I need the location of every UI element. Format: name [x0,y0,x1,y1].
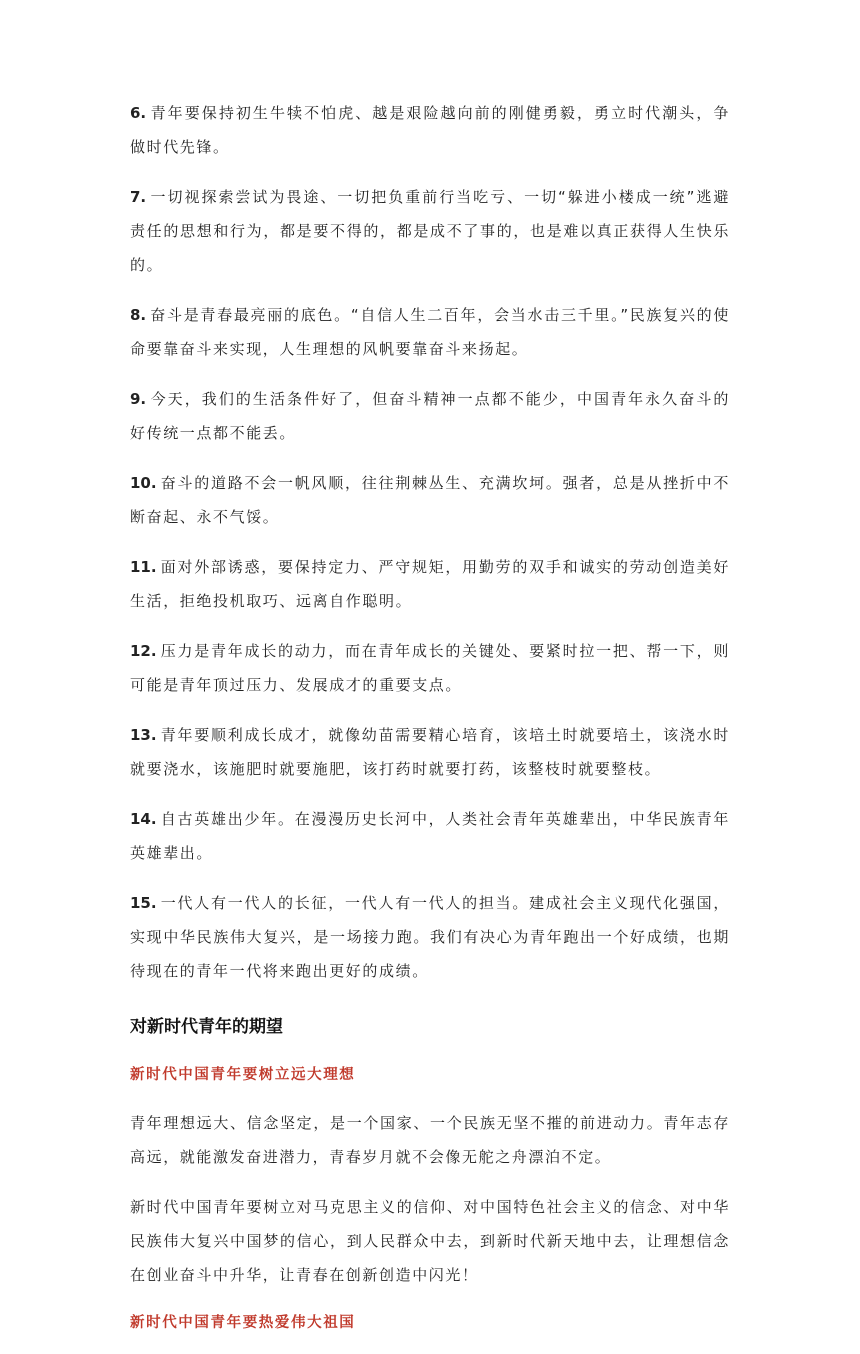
quote-item-14 [130,802,730,870]
item-text: 压力是青年成长的动力，而在青年成长的关键处、要紧时拉一把、帮一下，则可能是青年顶过压力、发展成才的重要支点。 [130,642,730,694]
quote-item-6 [130,96,730,164]
paragraph-ideals-1: 青年理想远大、信念坚定，是一个国家、一个民族无坚不摧的前进动力。青年志存高远，就能激发奋进潜力，青春岁月就不会像无舵之舟漂泊不定。 [130,1114,730,1166]
item-number: 11. [130,558,157,576]
quote-item-11 [130,550,730,618]
item-number: 12. [130,642,157,660]
subheading-ideals: 新时代中国青年要树立远大理想 [130,1067,356,1083]
item-text: 自古英雄出少年。在漫漫历史长河中，人类社会青年英雄辈出，中华民族青年英雄辈出。 [130,810,730,862]
item-number: 8. [130,306,147,324]
section-title: 对新时代青年的期望 [130,1017,283,1037]
item-number: 6. [130,104,147,122]
item-text: 奋斗的道路不会一帆风顺，往往荆棘丛生、充满坎坷。强者，总是从挫折中不断奋起、永不气馁。 [130,474,730,526]
item-number: 10. [130,474,157,492]
item-text: 奋斗是青春最亮丽的底色。“自信人生二百年，会当水击三千里。”民族复兴的使命要靠奋斗来实现，人生理想的风帆要靠奋斗来扬起。 [130,306,730,358]
subheading-motherland: 新时代中国青年要热爱伟大祖国 [130,1315,356,1331]
item-text: 一切视探索尝试为畏途、一切把负重前行当吃亏、一切“躲进小楼成一统”逃避责任的思想和行为，都是要不得的，都是成不了事的，也是难以真正获得人生快乐的。 [130,188,730,274]
item-text: 一代人有一代人的长征，一代人有一代人的担当。建成社会主义现代化强国，实现中华民族伟大复兴，是一场接力跑。我们有决心为青年跑出一个好成绩，也期待现在的青年一代将来跑出更好的成绩。 [130,894,730,980]
item-number: 14. [130,810,157,828]
quote-item-9 [130,382,730,450]
paragraph-ideals-2: 新时代中国青年要树立对马克思主义的信仰、对中国特色社会主义的信念、对中华民族伟大复兴中国梦的信心，到人民群众中去，到新时代新天地中去，让理想信念在创业奋斗中升华，让青春在创新创造中闪光！ [130,1198,730,1284]
document-page [130,96,730,1354]
item-number: 7. [130,188,147,206]
quote-item-10 [130,466,730,534]
item-text: 青年要顺利成长成才，就像幼苗需要精心培育，该培土时就要培土，该浇水时就要浇水，该施肥时就要施肥，该打药时就要打药，该整枝时就要整枝。 [130,726,730,778]
item-number: 15. [130,894,157,912]
quote-item-13 [130,718,730,786]
item-text: 今天，我们的生活条件好了，但奋斗精神一点都不能少，中国青年永久奋斗的好传统一点都不能丢。 [130,390,730,442]
quote-item-15 [130,886,730,988]
item-number: 9. [130,390,147,408]
item-text: 青年要保持初生牛犊不怕虎、越是艰险越向前的刚健勇毅，勇立时代潮头，争做时代先锋。 [130,104,730,156]
quote-item-12 [130,634,730,702]
quote-item-8 [130,298,730,366]
quote-item-7 [130,180,730,282]
item-number: 13. [130,726,157,744]
item-text: 面对外部诱惑，要保持定力、严守规矩，用勤劳的双手和诚实的劳动创造美好生活，拒绝投机取巧、远离自作聪明。 [130,558,730,610]
